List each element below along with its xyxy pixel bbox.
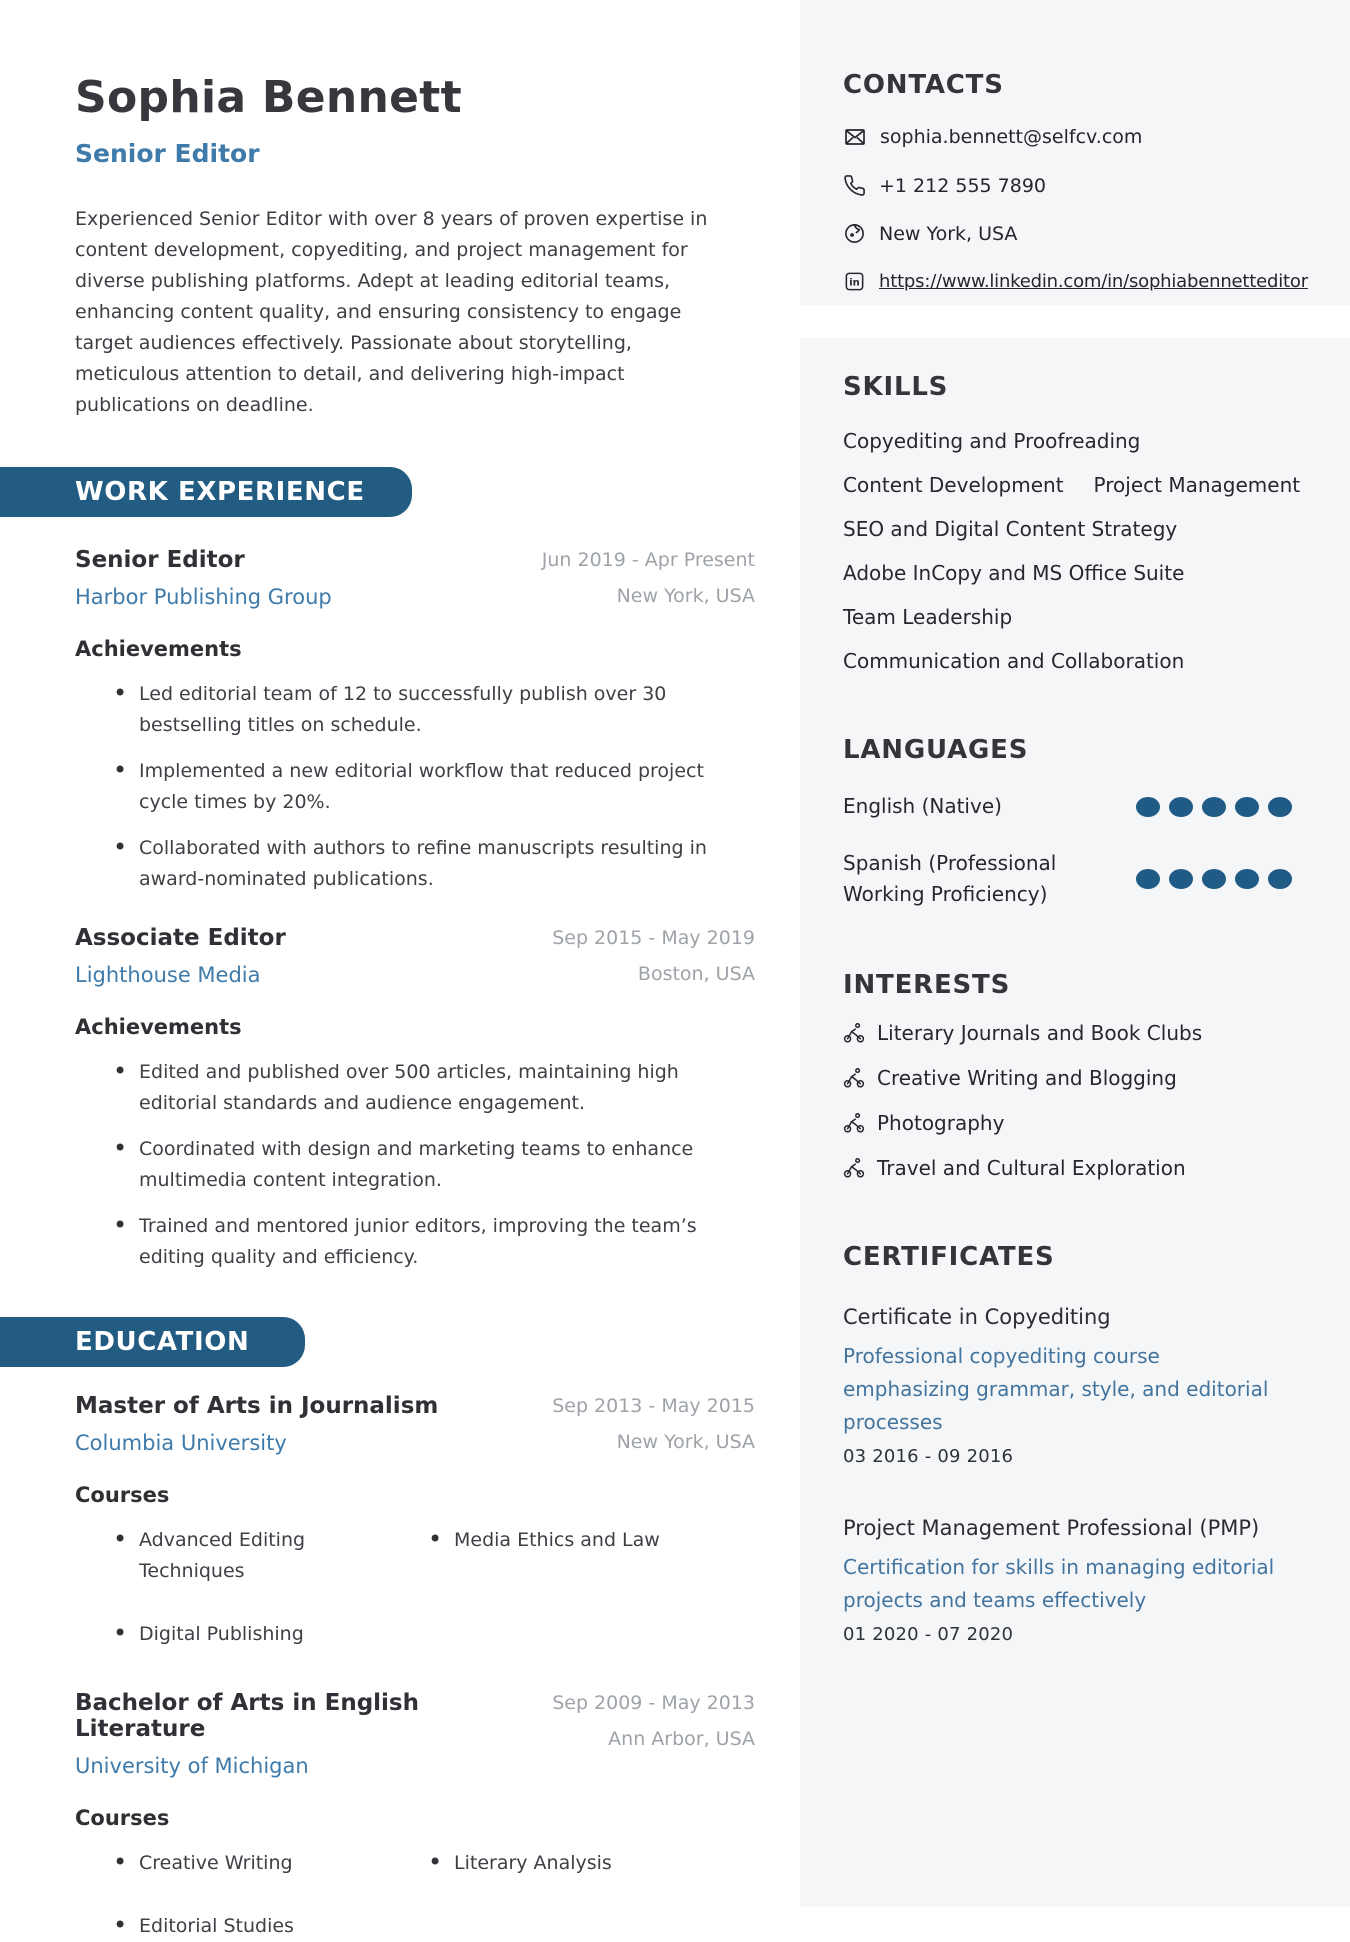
svg-text:in: in	[849, 277, 860, 289]
interest-item: Travel and Cultural Exploration	[877, 1156, 1186, 1180]
contact-email: sophia.bennett@selfcv.com	[880, 126, 1143, 148]
education-section-header: EDUCATION	[0, 1317, 305, 1367]
achievement-item: • Edited and published over 500 articles, maintaining high editorial standards and audience engagement.	[113, 1057, 728, 1119]
achievements-list	[75, 679, 755, 895]
language-level-dots	[1136, 797, 1292, 817]
course-item: • Advanced Editing Techniques	[113, 1525, 403, 1587]
contact-phone: +1 212 555 7890	[879, 174, 1047, 197]
language-level-dot	[1268, 797, 1292, 817]
certificate-entry	[843, 1300, 1320, 1467]
linkedin-icon	[843, 270, 866, 293]
interest-row	[843, 1156, 1320, 1180]
job-entry	[75, 547, 755, 895]
candidate-job-title: Senior Editor	[75, 139, 260, 168]
language-level-dot	[1268, 869, 1292, 889]
skill-item: Content Development	[843, 473, 1064, 497]
language-level-dots	[1136, 869, 1292, 889]
courses-list	[75, 1525, 755, 1650]
degree-date-range: Sep 2013 - May 2015	[552, 1395, 755, 1417]
degree-date-range: Sep 2009 - May 2013	[552, 1692, 755, 1714]
job-entry	[75, 925, 755, 1273]
courses-list	[75, 1848, 755, 1942]
job-date-range: Jun 2019 - Apr Present	[541, 549, 755, 571]
achievements-list	[75, 1057, 755, 1273]
interest-item: Literary Journals and Book Clubs	[877, 1021, 1203, 1045]
achievements-label: Achievements	[75, 637, 242, 661]
interest-row	[843, 1066, 1320, 1090]
degree-title: Master of Arts in Journalism	[75, 1393, 439, 1419]
language-row	[843, 791, 1320, 822]
achievements-label: Achievements	[75, 1015, 242, 1039]
skill-item: Team Leadership	[843, 605, 1013, 629]
profile-summary: Experienced Senior Editor with over 8 years of proven expertise in content development, copyediting, and project management for diverse publishing platforms. Adept at leading editorial teams, enhancing content quality, and ensuring consistency to engage target audiences effectively. Passionate about storytelling, meticulous attention to detail, and delivering high-impact publications on deadline.	[75, 208, 708, 416]
job-location: Boston, USA	[637, 963, 755, 985]
skill-item: Adobe InCopy and MS Office Suite	[843, 561, 1185, 585]
interest-row	[843, 1021, 1320, 1045]
certificate-title: Project Management Professional (PMP)	[843, 1516, 1260, 1540]
contact-email-row	[843, 125, 1320, 149]
interest-item: Creative Writing and Blogging	[877, 1066, 1177, 1090]
sidebar-divider-gap	[800, 305, 1350, 338]
course-item: • Editorial Studies	[113, 1911, 403, 1942]
job-location: New York, USA	[616, 585, 755, 607]
contact-location: New York, USA	[879, 222, 1018, 245]
skills-heading: SKILLS	[843, 372, 949, 402]
skill-item: Communication and Collaboration	[843, 649, 1185, 673]
course-item: • Digital Publishing	[113, 1619, 403, 1650]
language-level-dot	[1202, 797, 1226, 817]
certificate-title: Certificate in Copyediting	[843, 1305, 1111, 1329]
certificates-heading: CERTIFICATES	[843, 1242, 1055, 1272]
degree-title: Bachelor of Arts in English Literature	[75, 1690, 419, 1742]
job-company: Harbor Publishing Group	[75, 585, 332, 609]
achievement-item: • Led editorial team of 12 to successfully publish over 30 bestselling titles on schedule.	[113, 679, 728, 741]
language-level-dot	[1169, 797, 1193, 817]
language-level-dot	[1235, 869, 1259, 889]
contact-phone-row	[843, 174, 1320, 197]
course-item: • Literary Analysis	[428, 1848, 718, 1879]
courses-label: Courses	[75, 1483, 170, 1507]
certificate-description: Professional copyediting course emphasizing grammar, style, and editorial processes	[843, 1344, 1269, 1434]
degree-school: Columbia University	[75, 1431, 287, 1455]
certificate-entry	[843, 1511, 1320, 1645]
interest-row	[843, 1111, 1320, 1135]
course-item: • Media Ethics and Law	[428, 1525, 718, 1587]
degree-entry	[75, 1393, 755, 1650]
job-title: Senior Editor	[75, 547, 245, 573]
interest-item: Photography	[877, 1111, 1005, 1135]
education-section	[0, 1393, 800, 1942]
contact-location-row	[843, 222, 1320, 245]
job-title: Associate Editor	[75, 925, 286, 951]
skill-item: Copyediting and Proofreading	[843, 429, 1141, 453]
skills-list	[843, 429, 1308, 673]
achievement-item: • Trained and mentored junior editors, improving the team’s editing quality and efficiency.	[113, 1211, 728, 1273]
language-level-dot	[1235, 797, 1259, 817]
skill-item: Project Management	[1093, 473, 1301, 497]
contacts-card	[800, 0, 1350, 305]
cyclist-icon	[843, 1067, 865, 1089]
work-experience-section	[0, 547, 800, 1273]
language-row	[843, 848, 1320, 910]
cyclist-icon	[843, 1112, 865, 1134]
achievement-item: • Collaborated with authors to refine manuscripts resulting in award-nominated publications.	[113, 833, 728, 895]
sidebar-body	[800, 338, 1350, 1907]
contact-linkedin-row	[843, 270, 1320, 293]
certificate-date-range: 03 2016 - 09 2016	[843, 1446, 1014, 1467]
cyclist-icon	[843, 1157, 865, 1179]
certificate-date-range: 01 2020 - 07 2020	[843, 1624, 1014, 1645]
courses-label: Courses	[75, 1806, 170, 1830]
contacts-heading: CONTACTS	[843, 70, 1004, 100]
degree-entry	[75, 1690, 755, 1942]
course-item: • Creative Writing	[113, 1848, 403, 1879]
certificate-description: Certification for skills in managing editorial projects and teams effectively	[843, 1555, 1275, 1612]
language-level-dot	[1202, 869, 1226, 889]
cyclist-icon	[843, 1022, 865, 1044]
achievement-item: • Coordinated with design and marketing teams to enhance multimedia content integration.	[113, 1134, 728, 1196]
language-level-dot	[1136, 869, 1160, 889]
languages-heading: LANGUAGES	[843, 735, 1029, 765]
language-level-dot	[1169, 869, 1193, 889]
interests-heading: INTERESTS	[843, 970, 1011, 1000]
email-icon	[843, 125, 867, 149]
candidate-name: Sophia Bennett	[75, 72, 462, 123]
linkedin-link[interactable]: https://www.linkedin.com/in/sophiabennetteditor	[879, 271, 1308, 292]
sidebar	[800, 0, 1350, 1907]
degree-school: University of Michigan	[75, 1754, 309, 1778]
language-name: English (Native)	[843, 794, 1002, 818]
skill-item: SEO and Digital Content Strategy	[843, 517, 1178, 541]
language-level-dot	[1136, 797, 1160, 817]
language-name: Spanish (Professional Working Proficiency)	[843, 851, 1057, 906]
job-date-range: Sep 2015 - May 2019	[552, 927, 755, 949]
globe-icon	[843, 222, 866, 245]
phone-icon	[843, 174, 866, 197]
job-company: Lighthouse Media	[75, 963, 261, 987]
degree-location: Ann Arbor, USA	[608, 1728, 755, 1750]
degree-location: New York, USA	[616, 1431, 755, 1453]
work-experience-section-header: WORK EXPERIENCE	[0, 467, 412, 517]
achievement-item: • Implemented a new editorial workflow that reduced project cycle times by 20%.	[113, 756, 728, 818]
